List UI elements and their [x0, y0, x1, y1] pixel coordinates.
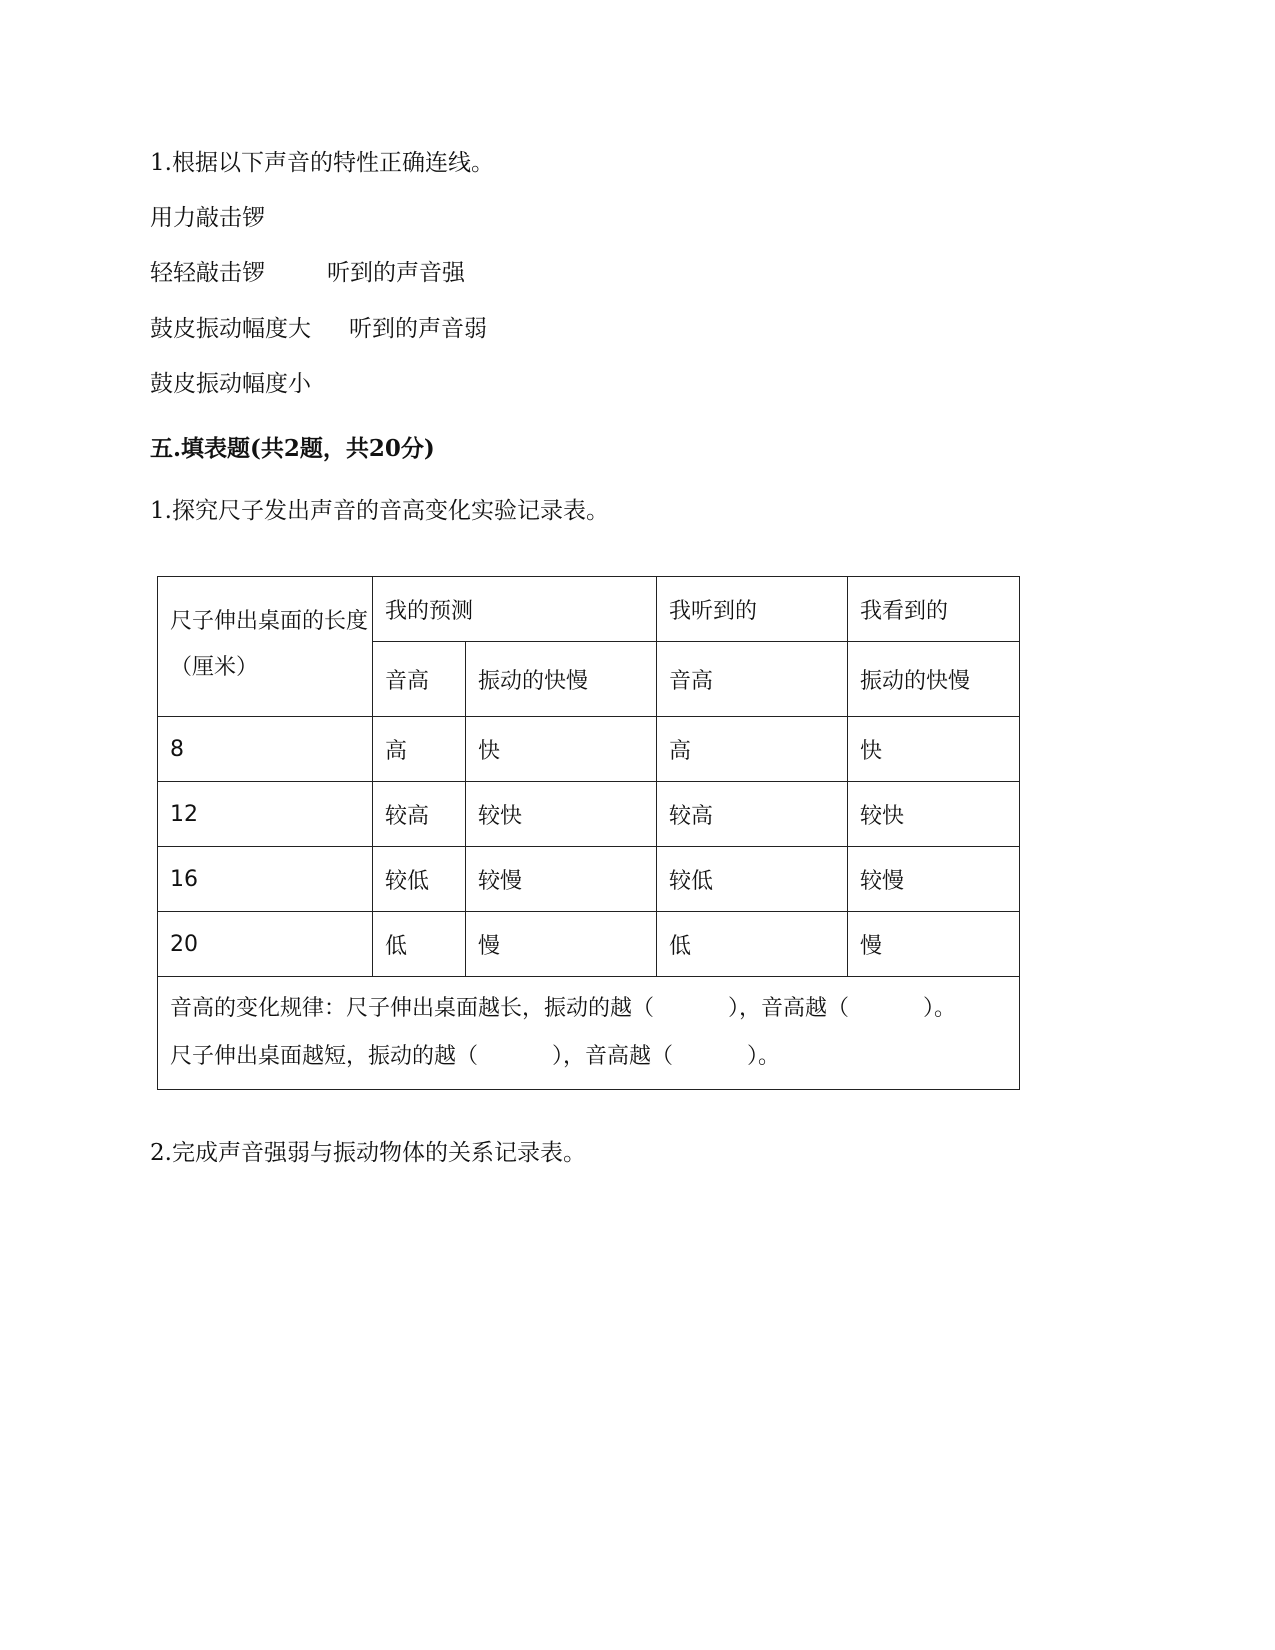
table-row: [158, 782, 1020, 847]
pitch-record-table: [157, 576, 1020, 1090]
rule-text: 音高的变化规律：尺子伸出桌面越长，振动的越（: [170, 996, 655, 1021]
table-cell: 16: [158, 847, 373, 912]
rule-row: [158, 977, 1020, 1090]
question-3-title: 2.完成声音强弱与振动物体的关系记录表。: [150, 1140, 586, 1166]
table-row: [158, 717, 1020, 782]
table-row: [158, 912, 1020, 977]
match-row-3: [150, 314, 487, 344]
left-item-2-text: 轻轻敲击锣: [150, 260, 265, 286]
rule-text: ），音高越（: [728, 996, 850, 1021]
match-row-2: [150, 258, 465, 288]
rule-line-1: [170, 985, 1019, 1033]
table-cell: 较高: [657, 782, 848, 847]
question-2-title: 1.探究尺子发出声音的音高变化实验记录表。: [150, 498, 609, 524]
table-cell: 较快: [466, 782, 657, 847]
table-cell: 低: [373, 912, 466, 977]
left-item-1: [150, 203, 265, 233]
subheader-cell: 振动的快慢: [466, 642, 657, 717]
table-cell: 快: [848, 717, 1020, 782]
table-cell: 快: [466, 717, 657, 782]
right-item-1-text: 听到的声音强: [327, 260, 465, 286]
question-1-title: 1.根据以下声音的特性正确连线。: [150, 150, 494, 176]
table-cell: 20: [158, 912, 373, 977]
section-5-heading: 五.填表题(共2题，共20分): [150, 435, 435, 462]
rule-text: ）。: [923, 996, 957, 1021]
rule-text: 尺子伸出桌面越短，振动的越（: [170, 1044, 479, 1069]
rule-text: ）。: [747, 1044, 781, 1069]
table-cell: 较慢: [466, 847, 657, 912]
subheader-cell: 音高: [657, 642, 848, 717]
table-cell: 慢: [466, 912, 657, 977]
right-item-2-text: 听到的声音弱: [349, 316, 487, 342]
table-cell: 慢: [848, 912, 1020, 977]
table-cell: 高: [373, 717, 466, 782]
table-header-row: [158, 577, 1020, 642]
table-cell: 8: [158, 717, 373, 782]
left-item-1-text: 用力敲击锣: [150, 205, 265, 231]
left-item-3-text: 鼓皮振动幅度大: [150, 316, 311, 342]
table-cell: 较慢: [848, 847, 1020, 912]
table-cell: 较快: [848, 782, 1020, 847]
table-cell: 低: [657, 912, 848, 977]
rule-text: ），音高越（: [552, 1044, 674, 1069]
left-item-4-text: 鼓皮振动幅度小: [150, 371, 311, 397]
subheader-cell: 音高: [373, 642, 466, 717]
table-row: [158, 847, 1020, 912]
group-header-heard: 我听到的: [657, 577, 848, 642]
length-header-cell: 尺子伸出桌面的长度（厘米）: [158, 577, 373, 717]
subheader-cell: 振动的快慢: [848, 642, 1020, 717]
group-header-prediction: 我的预测: [373, 577, 657, 642]
group-header-seen: 我看到的: [848, 577, 1020, 642]
rule-cell: [158, 977, 1020, 1090]
table-cell: 较低: [373, 847, 466, 912]
table-cell: 较高: [373, 782, 466, 847]
table-cell: 较低: [657, 847, 848, 912]
rule-line-2: [170, 1033, 1019, 1081]
table-cell: 12: [158, 782, 373, 847]
table-cell: 高: [657, 717, 848, 782]
left-item-4: [150, 369, 311, 399]
